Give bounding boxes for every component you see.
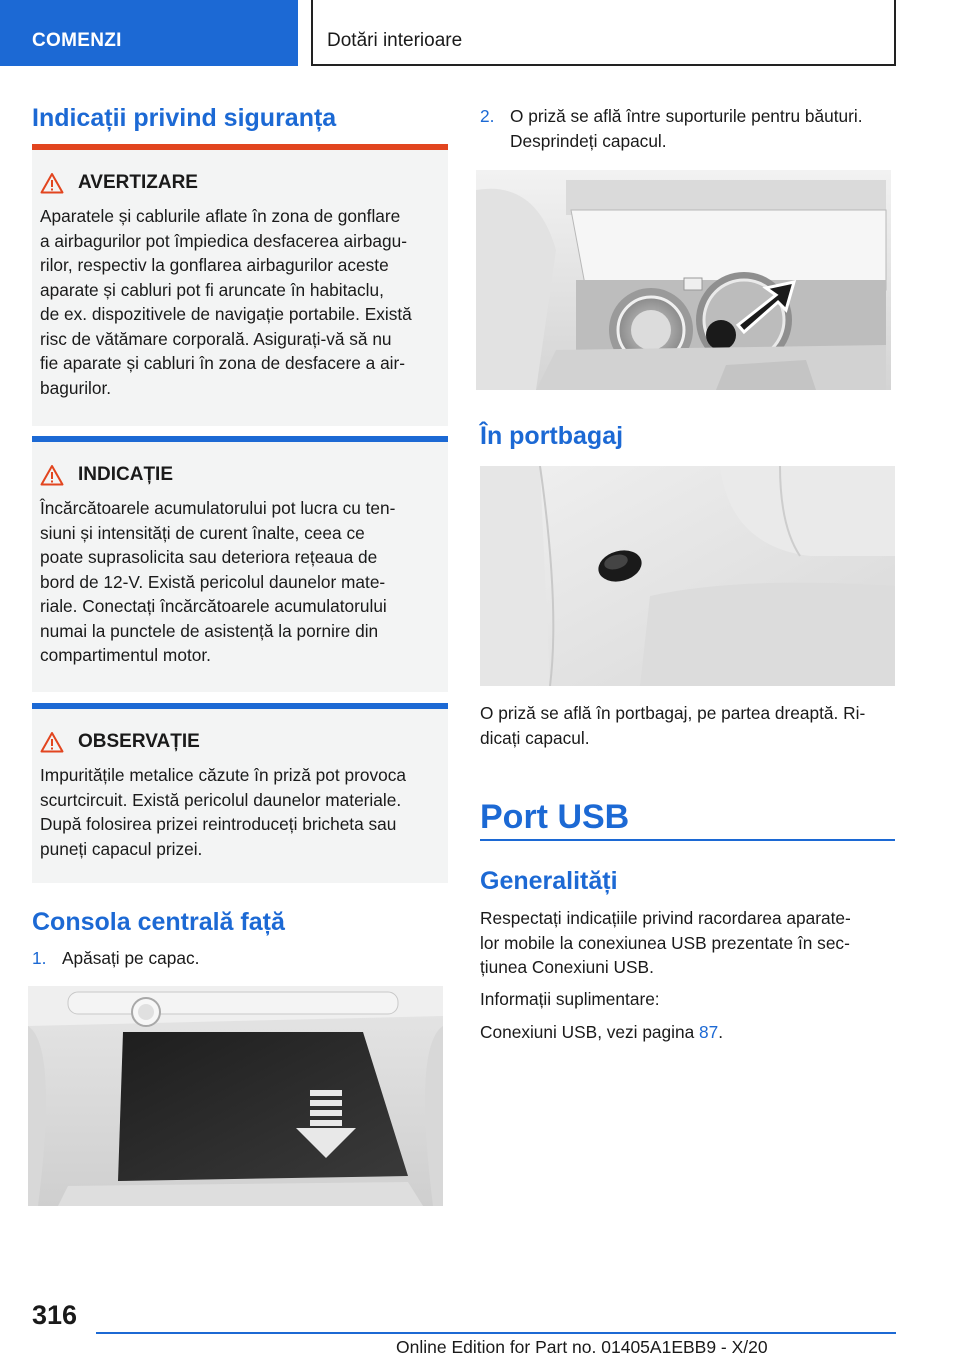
cupholder-socket-illustration — [476, 170, 891, 390]
general-text — [480, 906, 895, 980]
header-chapter-tab — [311, 0, 896, 66]
header-section-tab — [0, 0, 298, 66]
safety-heading: Indicații privind siguranța — [32, 104, 337, 132]
observation-line: Impuritățile metalice căzute în priză pot provoca — [40, 765, 406, 785]
note-line: compartimentul motor. — [40, 645, 211, 665]
warning-title — [40, 172, 198, 194]
step-1-text: Apăsați pe capac. — [62, 948, 200, 968]
note-line: numai la punctele de asistență la pornire din — [40, 620, 379, 641]
note-title-text: INDICAȚIE — [78, 464, 173, 485]
step-2-line: Desprindeți capacul. — [510, 130, 667, 151]
warning-line: Aparatele și cablurile aflate în zona de gonflare — [40, 206, 401, 226]
usb-reference — [480, 1020, 895, 1045]
step-2-text — [510, 104, 895, 153]
footer-rule — [96, 1332, 896, 1334]
observation-line: După folosirea prizei reintroduceți bricheta sau — [40, 814, 397, 834]
general-line: țiunea Conexiuni USB. — [480, 957, 654, 977]
note-box — [32, 436, 448, 692]
warning-title-text: AVERTIZARE — [78, 172, 198, 193]
usb-reference-suffix: . — [718, 1022, 724, 1042]
step-2-line: O priză se află între suporturile pentru băuturi. — [510, 106, 863, 126]
note-line: siuni și intensități de curent înalte, ceea ce — [40, 522, 365, 543]
note-line: Încărcătoarele acumulatorului pot lucra cu ten- — [40, 498, 396, 518]
observation-title — [40, 731, 200, 753]
header-chapter-label: Dotări interioare — [327, 30, 463, 51]
general-line: Respectați indicațiile privind racordarea aparate- — [480, 908, 851, 928]
warning-triangle-icon — [40, 464, 64, 486]
page-header — [0, 0, 960, 66]
console-cover-illustration — [28, 986, 443, 1206]
general-line: lor mobile la conexiunea USB prezentate în sec- — [480, 932, 850, 953]
observation-box — [32, 703, 448, 883]
note-line: riale. Conectați încărcătoarele acumulatorului — [40, 596, 387, 616]
observation-bar — [32, 703, 448, 709]
more-info-label: Informații suplimentare: — [480, 989, 660, 1009]
trunk-line: O priză se află în portbagaj, pe partea dreaptă. Ri- — [480, 703, 866, 723]
note-line: poate suprasolicita sau deteriora rețeaua de — [40, 547, 378, 567]
trunk-text — [480, 701, 895, 750]
warning-triangle-icon — [40, 172, 64, 194]
warning-line: rilor, respectiv la gonflarea airbagurilor aceste — [40, 255, 389, 275]
trunk-heading: În portbagaj — [480, 422, 624, 450]
warning-line: fie aparate și cabluri în zona de desfacere a air- — [40, 353, 406, 373]
warning-line: aparate și cabluri pot fi aruncate în habitaclu, — [40, 279, 384, 300]
usb-reference-page-link[interactable]: 87 — [699, 1022, 719, 1042]
warning-line: bagurilor. — [40, 377, 112, 398]
usb-reference-prefix: Conexiuni USB, vezi pagina — [480, 1022, 700, 1042]
trunk-line: dicați capacul. — [480, 727, 590, 748]
general-heading: Generalități — [480, 867, 618, 895]
step-2 — [480, 104, 895, 156]
observation-line: puneți capacul prizei. — [40, 838, 203, 859]
warning-line: risc de vătămare corporală. Asigurați-vă să nu — [40, 328, 392, 349]
step-1-number: 1. — [32, 948, 47, 968]
step-2-number: 2. — [480, 106, 495, 126]
console-cover-photo — [28, 986, 443, 1206]
warning-triangle-icon — [40, 731, 64, 753]
observation-title-text: OBSERVAȚIE — [78, 731, 200, 752]
note-body — [40, 496, 444, 668]
warning-box — [32, 144, 448, 426]
console-heading: Consola centrală față — [32, 908, 285, 936]
warning-body — [40, 204, 444, 400]
trunk-socket-photo — [480, 466, 895, 686]
header-section-label: COMENZI — [32, 30, 122, 51]
warning-bar — [32, 144, 448, 150]
trunk-socket-illustration — [480, 466, 895, 686]
page-number: 316 — [32, 1300, 78, 1330]
warning-line: a airbagurilor pot împiedica desfacerea airbagu- — [40, 230, 407, 251]
note-title — [40, 464, 173, 486]
step-1 — [32, 946, 448, 972]
observation-body — [40, 763, 444, 861]
usb-heading-rule — [480, 839, 895, 841]
warning-line: de ex. dispozitivele de navigație portabile. Există — [40, 304, 412, 324]
note-line: bord de 12-V. Există pericolul daunelor mate- — [40, 571, 386, 592]
usb-heading: Port USB — [480, 798, 630, 836]
note-bar — [32, 436, 448, 442]
observation-line: scurtcircuit. Există pericolul daunelor materiale. — [40, 789, 402, 810]
cupholder-socket-photo — [476, 170, 891, 390]
footer-edition: Online Edition for Part no. 01405A1EBB9 - X/20 — [396, 1337, 768, 1357]
